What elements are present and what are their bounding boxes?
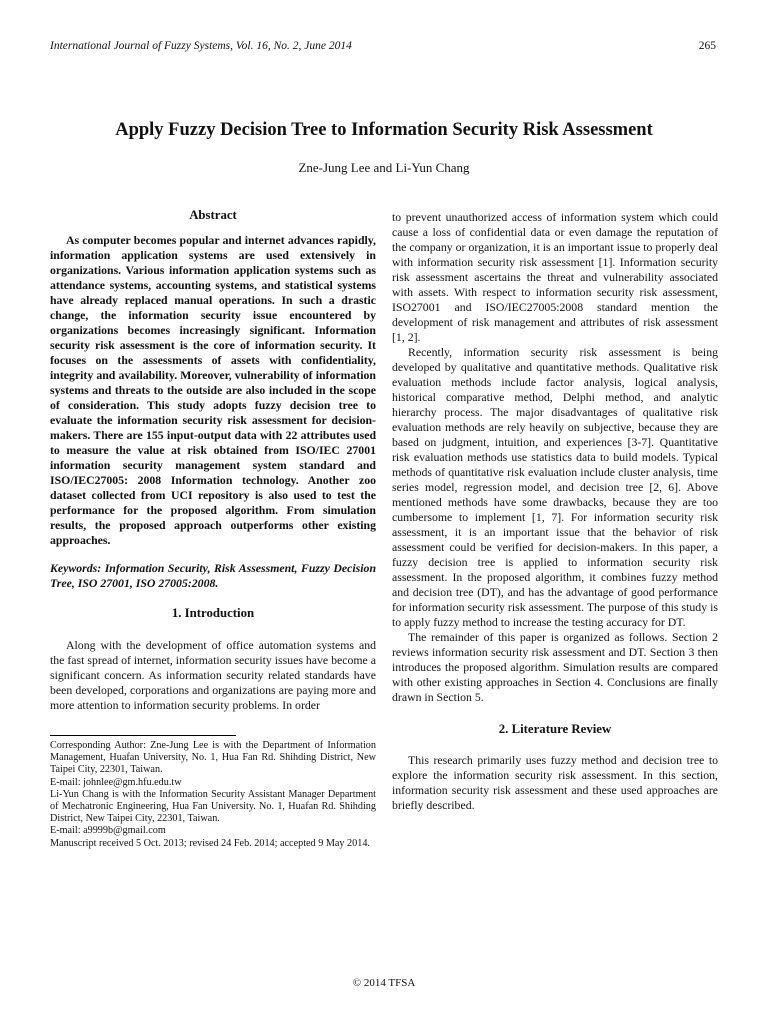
footnote-rule bbox=[50, 735, 236, 736]
introduction-heading: 1. Introduction bbox=[171, 606, 255, 620]
page-number: 265 bbox=[698, 40, 716, 52]
introduction-paragraph-3: The remainder of this paper is organized as follows. Section 2 reviews information security risk assessment and DT. Section 3 then introduces the proposed algorithm. Simulation results are compared with other existing approaches in Section 4. Conclusions are finally drawn in Section 5. bbox=[392, 630, 718, 704]
paper-title: Apply Fuzzy Decision Tree to Information Security Risk Assessment bbox=[115, 120, 653, 140]
footnote-corresponding-author: Corresponding Author: Zne-Jung Lee is with the Department of Information Management, Huafan University, No. 1, Hua Fan Rd. Shihding District, New Taipei City, 22301, Taiwan. bbox=[50, 740, 376, 776]
left-column bbox=[50, 208, 376, 850]
literature-review-heading: 2. Literature Review bbox=[498, 722, 612, 736]
abstract-heading: Abstract bbox=[189, 208, 237, 222]
keywords: Keywords: Information Security, Risk Assessment, Fuzzy Decision Tree, ISO 27001, ISO 27005:2008. bbox=[50, 561, 376, 590]
paper-authors: Zne-Jung Lee and Li-Yun Chang bbox=[298, 160, 470, 175]
introduction-paragraph-1-continued: to prevent unauthorized access of information system which could cause a loss of confidential data or even damage the reputation of the company or organization, it is an important issue to properly deal with information security risk assessment [1]. Information security risk assessment ascertains the threat and vulnerability associated with assets. With respect to information security risk assessment, ISO27001 and ISO/IEC27005:2008 standard mention the development of risk management and attributes of risk assessment [1, 2]. bbox=[392, 210, 718, 344]
right-column bbox=[392, 210, 718, 813]
footnote-email-1: E-mail: johnlee@gm.hfu.edu.tw bbox=[50, 776, 182, 788]
copyright-footer: © 2014 TFSA bbox=[352, 977, 416, 989]
abstract-text: As computer becomes popular and internet advances rapidly, information application systems are used extensively in organizations. Various information application systems such as attendance systems, accounting systems, and statistical systems have already replaced manual operations. In such a drastic change, the information security issue encountered by organizations becomes increasingly significant. Information security risk assessment is the core of information security. It focuses on the assessments of assets with confidentiality, integrity and availability. Moreover, vulnerability of information systems and threats to the outside are also included in the scope of consideration. This study adopts fuzzy decision tree to evaluate the information security risk assessment for decision-makers. There are 155 input-output data with 22 attributes used to measure the value at risk obtained from ISO/IEC 27001 information security management system standard and ISO/IEC27005: 2008 Information technology. Another zoo dataset collected from UCI repository is also used to test the performance for the proposed algorithm. From simulation results, the proposed approach outperforms other existing approaches. bbox=[50, 233, 376, 547]
journal-citation: International Journal of Fuzzy Systems, Vol. 16, No. 2, June 2014 bbox=[50, 40, 352, 52]
introduction-paragraph-1: Along with the development of office automation systems and the fast spread of internet, information security issues have become a significant concern. As information security related standards have been developed, corporations and organizations are paying more and more attention to information security problems. In order bbox=[50, 638, 376, 712]
footnote bbox=[50, 740, 376, 850]
footnote-email-2: E-mail: a9999b@gmail.com bbox=[50, 825, 166, 837]
literature-review-paragraph-1: This research primarily uses fuzzy method and decision tree to explore the information security risk assessment. In this section, information security risk assessment and these used approaches are briefly described. bbox=[392, 753, 718, 812]
introduction-paragraph-2: Recently, information security risk assessment is being developed by qualitative and quantitative methods. Qualitative risk evaluation methods include factor analysis, logical analysis, historical comparative method, Delphi method, and analytic hierarchy process. The major disadvantages of qualitative risk evaluation methods are rely heavily on subjective, because they are based on judgment, intuition, and experiences [3-7]. Quantitative risk evaluation methods use statistics data to build models. Typical methods of quantitative risk evaluation include cluster analysis, time series model, regression model, and decision tree [2, 6]. Above mentioned methods have some drawbacks, because they are too cumbersome to implement [1, 7]. For information security risk assessment, it is an important issue that the behavior of risk assessment could be verified for decision-makers. In this paper, a fuzzy decision tree is applied to information security risk assessment. In the proposed algorithm, it combines fuzzy method and decision tree (DT), and has the advantage of good performance for information security risk assessment. The purpose of this study is to apply fuzzy method to increase the testing accuracy for DT. bbox=[392, 345, 718, 629]
footnote-second-author: Li-Yun Chang is with the Information Security Assistant Manager Department of Mechatronic Engineering, Hua Fan University. No. 1, Huafan Rd. Shihding District, New Taipei City, 22301, Taiwan. bbox=[50, 788, 376, 825]
footnote-manuscript-dates: Manuscript received 5 Oct. 2013; revised 24 Feb. 2014; accepted 9 May 2014. bbox=[50, 837, 370, 849]
running-header bbox=[50, 40, 716, 56]
